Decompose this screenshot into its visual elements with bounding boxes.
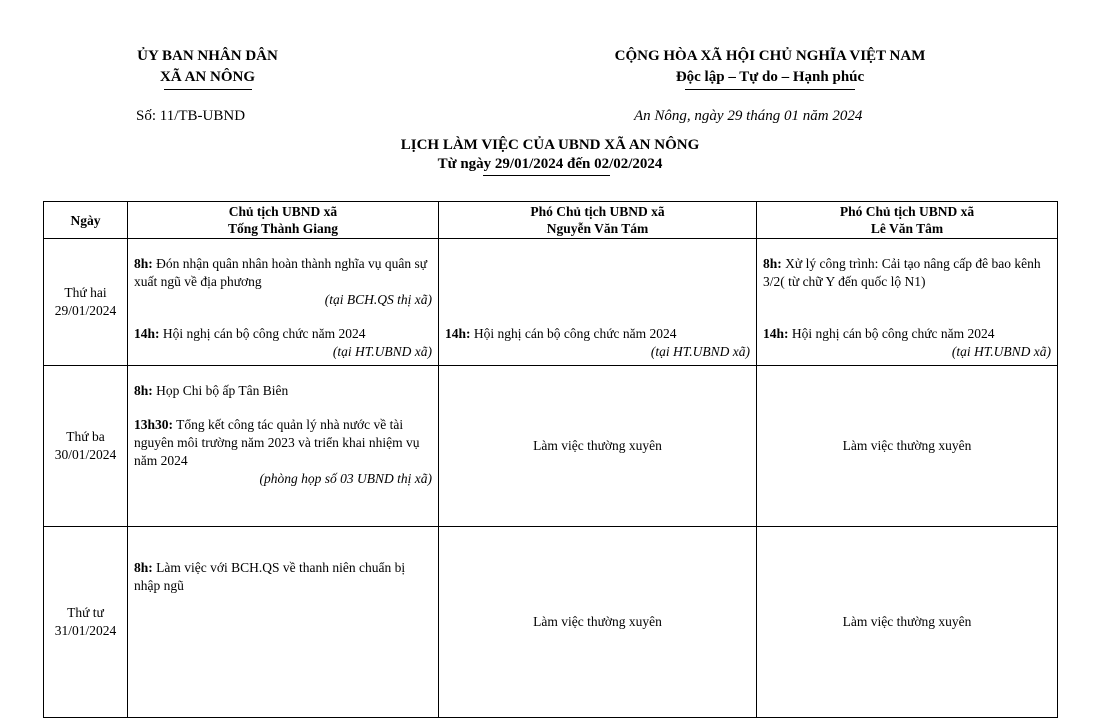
vice1-cell — [439, 366, 757, 527]
header-chairman-role: Chủ tịch UBND xã — [228, 204, 338, 219]
entry-location: (tại HT.UBND xã) — [332, 344, 432, 359]
entry-location: (phòng họp số 03 UBND thị xã) — [259, 471, 432, 486]
title-line2: Từ ngày 29/01/2024 đến 02/02/2024 — [437, 156, 663, 172]
schedule-entry — [134, 416, 432, 470]
issuer-line2: XÃ AN NÔNG — [159, 69, 255, 85]
schedule-entry — [134, 325, 432, 343]
header-vice-chairman-1 — [439, 202, 757, 239]
schedule-entry — [134, 382, 432, 400]
entry-time: 14h: — [134, 326, 160, 341]
entry-time: 13h30: — [134, 417, 174, 432]
chairman-cell — [128, 527, 439, 718]
weekday: Thứ ba — [66, 429, 105, 444]
entry-text: Tổng kết công tác quản lý nhà nước về tài nguyên môi trường năm 2023 và triển khai nhiệm vụ năm 2024 — [134, 417, 420, 468]
vice1-cell — [439, 527, 757, 718]
vice1-cell — [439, 239, 757, 366]
chairman-cell — [128, 366, 439, 527]
issuer-header — [100, 46, 315, 90]
table-row — [44, 239, 1058, 366]
header-chairman — [128, 202, 439, 239]
vice2-cell — [757, 366, 1058, 527]
vice2-cell — [757, 239, 1058, 366]
schedule-entry — [763, 325, 1051, 343]
entry-text: Hội nghị cán bộ công chức năm 2024 — [159, 326, 366, 341]
chairman-cell — [128, 239, 439, 366]
entry-time: 14h: — [445, 326, 471, 341]
national-header — [560, 46, 980, 90]
table-row — [44, 527, 1058, 718]
national-motto-line1: CỘNG HÒA XÃ HỘI CHỦ NGHĨA VIỆT NAM — [614, 48, 926, 64]
entry-text: Xử lý công trình: Cải tạo nâng cấp đê bao kênh 3/2( từ chữ Y đến quốc lộ N1) — [763, 256, 1041, 289]
table-row — [44, 366, 1058, 527]
schedule-table — [43, 201, 1058, 718]
place-date: An Nông, ngày 29 tháng 01 năm 2024 — [634, 108, 863, 124]
day-cell — [44, 527, 128, 718]
title-underline — [483, 175, 610, 176]
date: 30/01/2024 — [54, 447, 117, 462]
entry-location: (tại HT.UBND xã) — [951, 344, 1051, 359]
document-number: Số: 11/TB-UBND — [136, 108, 246, 124]
header-vice1-role: Phó Chủ tịch UBND xã — [530, 204, 665, 219]
national-motto-line2: Độc lập – Tự do – Hạnh phúc — [675, 69, 865, 85]
routine-work-text: Làm việc thường xuyên — [842, 614, 972, 629]
entry-text: Hội nghị cán bộ công chức năm 2024 — [470, 326, 677, 341]
entry-text: Họp Chi bộ ấp Tân Biên — [152, 383, 289, 398]
routine-work-text: Làm việc thường xuyên — [533, 614, 662, 629]
routine-work-text: Làm việc thường xuyên — [533, 438, 662, 453]
date: 31/01/2024 — [54, 623, 117, 638]
schedule-entry — [445, 325, 750, 343]
header-vice-chairman-2 — [757, 202, 1058, 239]
weekday: Thứ hai — [64, 285, 107, 300]
vice2-cell — [757, 527, 1058, 718]
entry-text: Đón nhận quân nhân hoàn thành nghĩa vụ quân sự xuất ngũ về địa phương — [134, 256, 428, 289]
header-vice2-name: Lê Văn Tâm — [870, 221, 944, 236]
header-vice1-name: Nguyễn Văn Tám — [546, 221, 649, 236]
entry-time: 14h: — [763, 326, 789, 341]
header-day — [44, 202, 128, 239]
schedule-entry — [134, 559, 432, 595]
schedule-entry — [763, 255, 1051, 291]
routine-work-text: Làm việc thường xuyên — [842, 438, 972, 453]
header-day-label: Ngày — [70, 212, 101, 228]
entry-time: 8h: — [134, 256, 153, 271]
entry-text: Làm việc với BCH.QS về thanh niên chuẩn bị nhập ngũ — [134, 560, 406, 593]
entry-time: 8h: — [763, 256, 782, 271]
title-line1: LỊCH LÀM VIỆC CỦA UBND XÃ AN NÔNG — [400, 137, 700, 153]
weekday: Thứ tư — [67, 605, 104, 620]
issuer-underline — [164, 89, 252, 90]
entry-time: 8h: — [134, 383, 153, 398]
header-chairman-name: Tống Thành Giang — [227, 221, 339, 236]
national-underline — [685, 89, 855, 90]
issuer-line1: ỦY BAN NHÂN DÂN — [137, 48, 278, 64]
schedule-entry — [134, 255, 432, 291]
entry-time: 8h: — [134, 560, 153, 575]
day-cell — [44, 239, 128, 366]
header-vice2-role: Phó Chủ tịch UBND xã — [839, 204, 975, 219]
document-title — [0, 136, 1100, 174]
entry-location: (tại BCH.QS thị xã) — [324, 292, 432, 307]
day-cell — [44, 366, 128, 527]
table-header-row — [44, 202, 1058, 239]
entry-location: (tại HT.UBND xã) — [650, 344, 750, 359]
entry-text: Hội nghị cán bộ công chức năm 2024 — [788, 326, 995, 341]
date: 29/01/2024 — [54, 303, 117, 318]
